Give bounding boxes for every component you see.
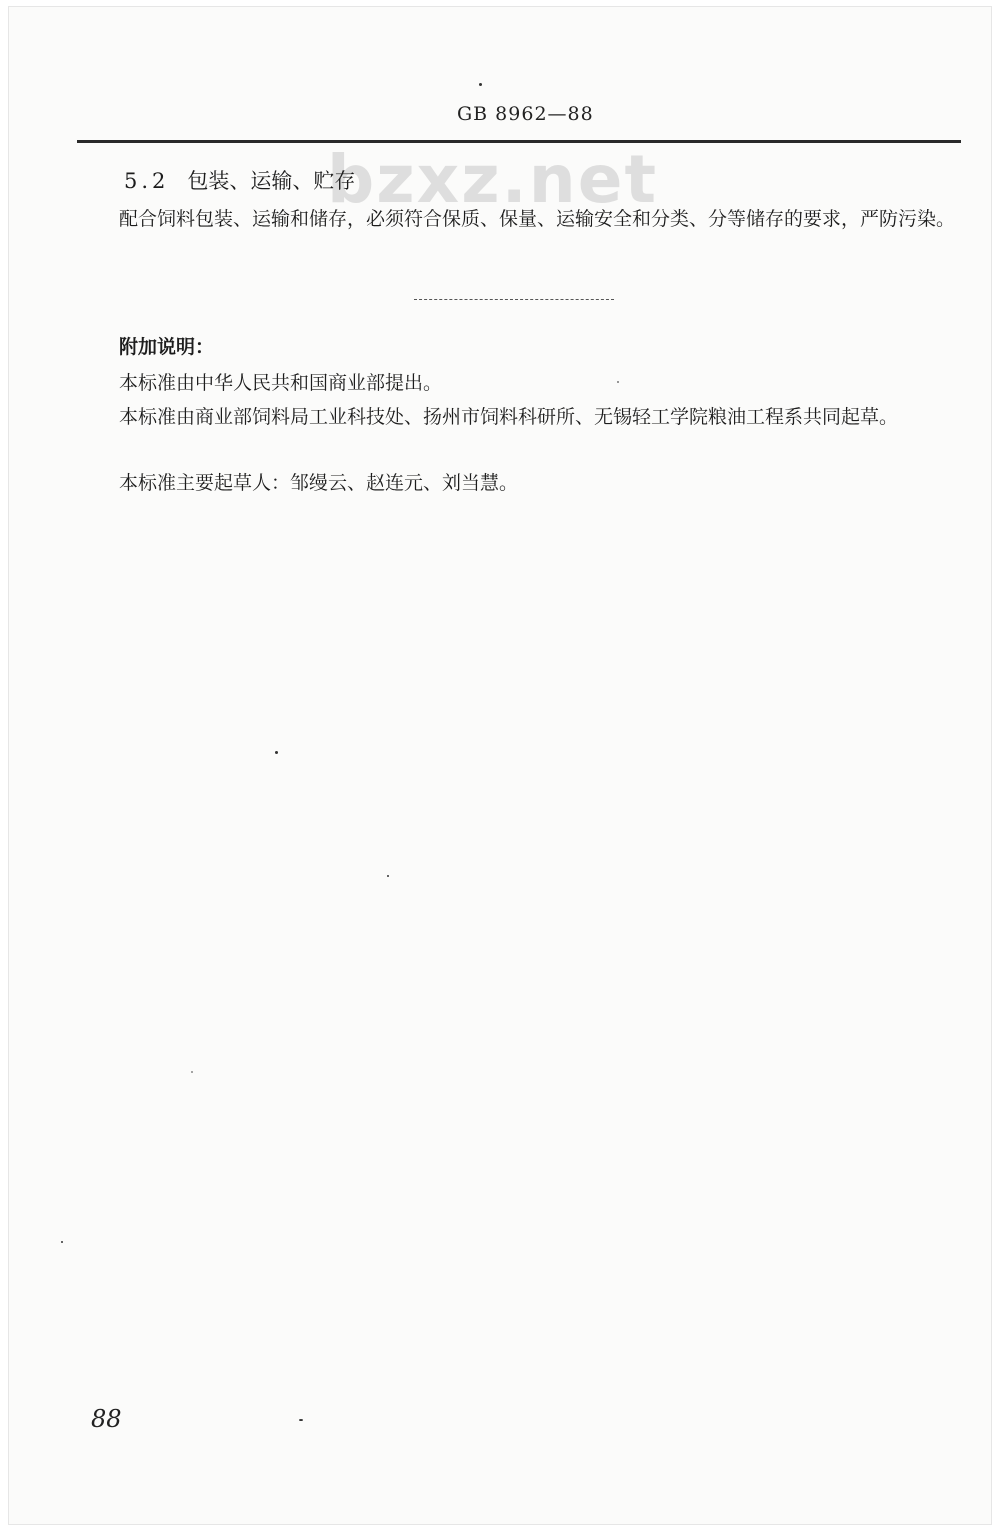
additional-note-paragraph: 本标准主要起草人：邹缦云、赵连元、刘当慧。 (119, 472, 519, 494)
scan-speck (191, 1071, 193, 1073)
additional-notes-title: 附加说明： (119, 336, 215, 358)
document-page (8, 6, 992, 1525)
additional-note-paragraph: 本标准由商业部饲料局工业科技处、扬州市饲料科研所、无锡轻工学院粮油工程系共同起草。 (119, 406, 899, 428)
scan-speck (387, 875, 389, 877)
additional-note-paragraph: 本标准由中华人民共和国商业部提出。 (119, 372, 443, 394)
watermark: bzxz.net (327, 141, 659, 218)
section-title: 包装、运输、贮存 (187, 169, 356, 193)
scan-speck (61, 1241, 63, 1243)
scan-speck (275, 751, 278, 754)
scan-speck (479, 83, 482, 86)
scan-speck (617, 381, 619, 383)
section-number: 5.2 (124, 169, 170, 193)
page-number: 88 (91, 1405, 122, 1433)
standard-code-header: GB 8962—88 (457, 103, 594, 125)
section-heading (124, 165, 355, 195)
section-body-paragraph: 配合饲料包装、运输和储存，必须符合保质、保量、运输安全和分类、分等储存的要求，严防污染。 (119, 208, 956, 230)
scan-speck (299, 1419, 303, 1421)
end-of-text-rule (414, 299, 614, 300)
